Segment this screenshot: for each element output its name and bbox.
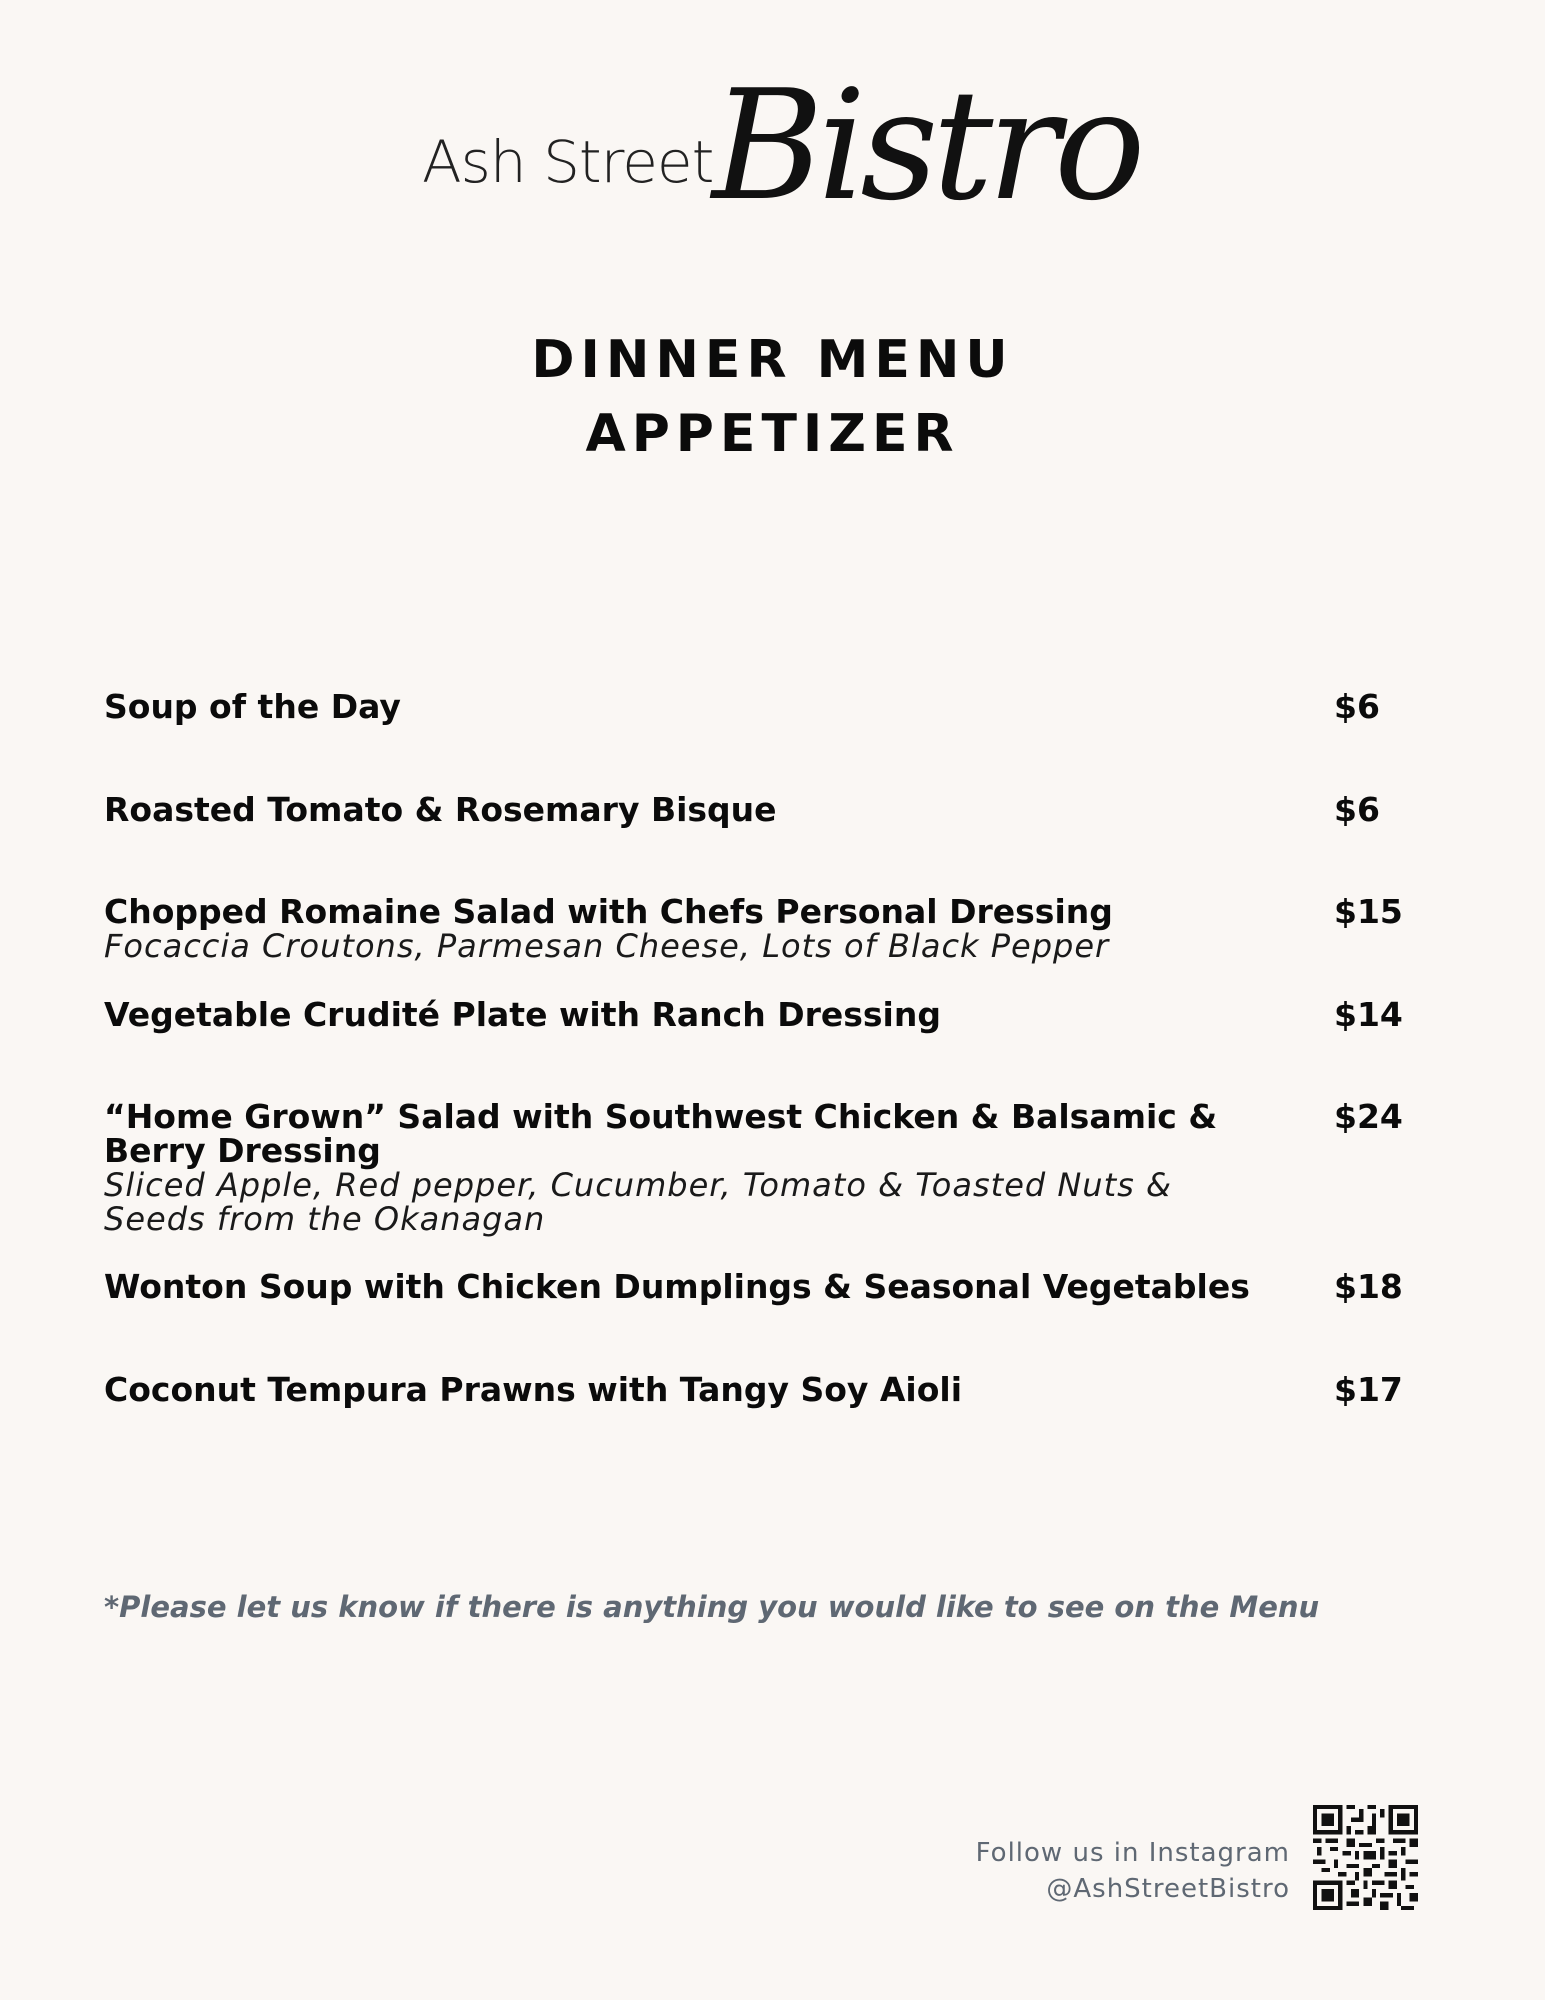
- menu-item-name: Wonton Soup with Chicken Dumplings & Seasonal Vegetables: [104, 1267, 1250, 1306]
- menu-item-price: $15: [1334, 892, 1403, 931]
- menu-item-name: Chopped Romaine Salad with Chefs Personal Dressing: [104, 892, 1113, 931]
- menu-item-price: $14: [1334, 995, 1403, 1034]
- follow-text: Follow us in Instagram: [975, 1838, 1290, 1868]
- menu-item: [104, 790, 1424, 829]
- menu-item-description: Sliced Apple, Red pepper, Cucumber, Tomato & Toasted Nuts & Seeds from the Okanagan: [104, 1166, 1172, 1238]
- logo-script-text: Bistro: [712, 57, 1140, 234]
- menu-item-name: Coconut Tempura Prawns with Tangy Soy Aioli: [104, 1370, 963, 1409]
- logo-small-text: Ash Street: [422, 128, 714, 196]
- menu-item: [104, 892, 1424, 965]
- menu-item: [104, 687, 1424, 726]
- instagram-handle: @AshStreetBistro: [1046, 1874, 1290, 1904]
- menu-item-name: Roasted Tomato & Rosemary Bisque: [104, 790, 777, 829]
- menu-item-price: $17: [1334, 1370, 1403, 1409]
- menu-item: [104, 1267, 1424, 1306]
- menu-item-price: $18: [1334, 1267, 1403, 1306]
- menu-item-description: Focaccia Croutons, Parmesan Cheese, Lots of Black Pepper: [104, 927, 1110, 965]
- menu-item: [104, 1097, 1424, 1238]
- menu-item-price: $6: [1334, 687, 1380, 726]
- qr-code-icon: [1313, 1805, 1418, 1910]
- menu-item: [104, 1370, 1424, 1409]
- menu-item-price: $24: [1334, 1097, 1403, 1136]
- logo: [0, 57, 1545, 260]
- menu-item-name: “Home Grown” Salad with Southwest Chicken & Balsamic & Berry Dressing: [104, 1097, 1218, 1170]
- menu-title: DINNER MENU: [531, 330, 1014, 390]
- instagram-follow: [976, 1835, 1290, 1907]
- menu-item-name: Vegetable Crudité Plate with Ranch Dressing: [104, 995, 941, 1034]
- menu-item-price: $6: [1334, 790, 1380, 829]
- menu-note: *Please let us know if there is anything you would like to see on the Menu: [104, 1590, 1320, 1624]
- menu-item-name: Soup of the Day: [104, 687, 401, 726]
- menu-item: [104, 995, 1424, 1034]
- section-title: APPETIZER: [585, 404, 960, 464]
